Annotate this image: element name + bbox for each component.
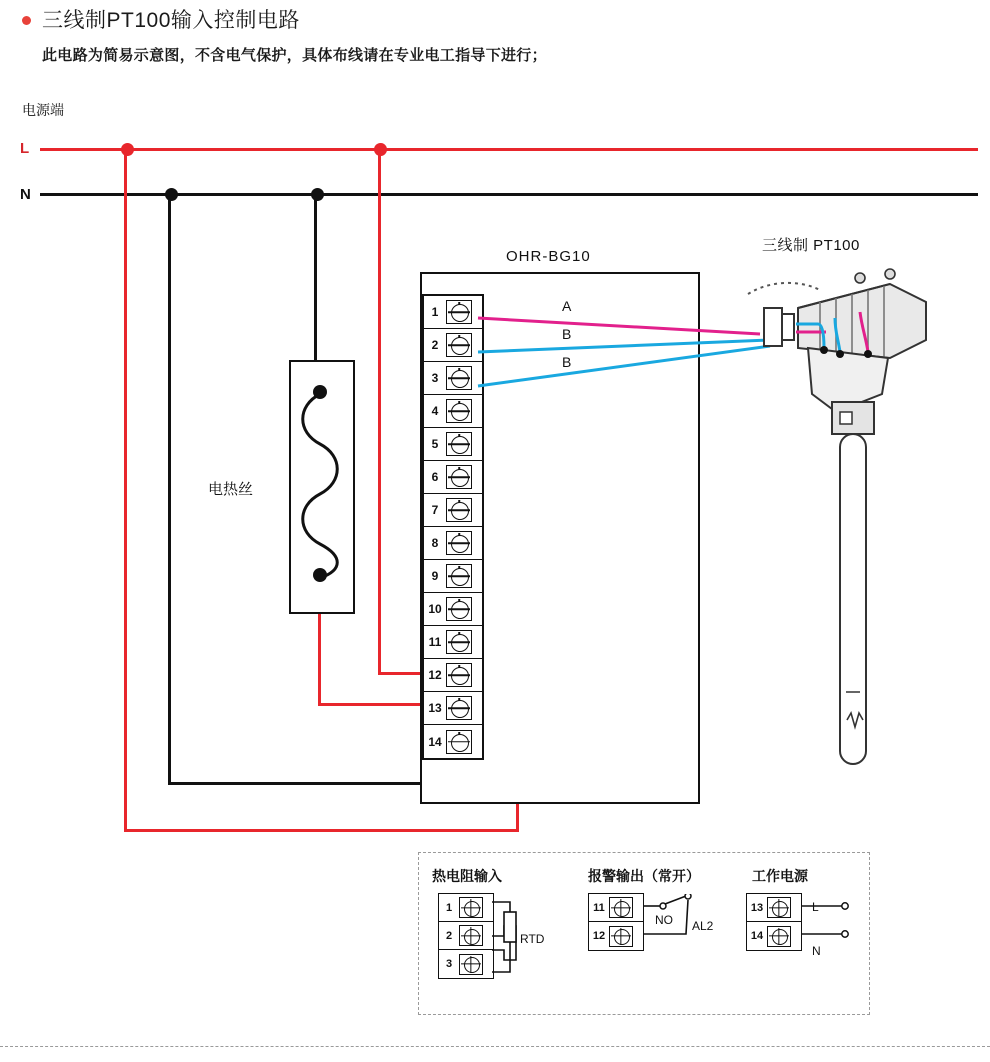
rail-live-label: L <box>20 140 30 157</box>
legend-terminal-row[interactable] <box>589 922 643 950</box>
terminal-number: 11 <box>428 635 442 649</box>
terminal-number: 12 <box>592 930 606 942</box>
legend-terminal-row[interactable] <box>439 922 493 950</box>
junction-dot-neutral-1 <box>165 188 178 201</box>
legend-strip-power <box>746 893 802 951</box>
screw-icon[interactable] <box>446 564 472 588</box>
terminal-row[interactable] <box>424 560 482 593</box>
terminal-row[interactable] <box>424 725 482 758</box>
screw-icon[interactable] <box>446 465 472 489</box>
screw-icon[interactable] <box>446 366 472 390</box>
terminal-number: 11 <box>593 901 605 914</box>
heater-terminal-bottom-dot <box>313 568 327 582</box>
terminal-row[interactable] <box>424 626 482 659</box>
legend-group-title-alarm: 报警输出（常开） <box>588 868 700 884</box>
terminal-row[interactable] <box>424 494 482 527</box>
terminal-number: 2 <box>445 929 453 942</box>
terminal-number: 13 <box>428 701 442 715</box>
legend-neutral-label: N <box>812 944 821 958</box>
screw-icon[interactable] <box>446 630 472 654</box>
terminal-row[interactable] <box>424 461 482 494</box>
terminal-number: 12 <box>428 668 442 682</box>
screw-icon[interactable] <box>446 696 472 720</box>
heater-terminal-top-dot <box>313 385 327 399</box>
terminal-number: 1 <box>431 305 439 319</box>
screw-icon[interactable] <box>446 663 472 687</box>
legend-no-label: NO <box>655 913 673 927</box>
neutral-rail-wire <box>40 193 978 196</box>
page-subtitle: 此电路为简易示意图，不含电气保护，具体布线请在专业电工指导下进行； <box>42 47 547 64</box>
screw-icon[interactable] <box>446 498 472 522</box>
screw-icon[interactable] <box>446 333 472 357</box>
screw-icon[interactable] <box>446 300 472 324</box>
terminal-number: 2 <box>431 338 439 352</box>
legend-terminal-row[interactable] <box>439 950 493 978</box>
terminal-number: 10 <box>428 602 442 616</box>
legend-group-title-power: 工作电源 <box>752 868 808 884</box>
live-branch-right-vertical <box>378 150 381 675</box>
legend-terminal-row[interactable] <box>747 922 801 950</box>
screw-icon[interactable] <box>767 897 791 918</box>
power-source-label: 电源端 <box>22 102 64 118</box>
screw-icon[interactable] <box>767 926 791 947</box>
screw-icon[interactable] <box>609 926 633 947</box>
terminal-row[interactable] <box>424 659 482 692</box>
wire-label-a: A <box>562 298 572 314</box>
terminal-number: 6 <box>431 470 439 484</box>
legend-terminal-row[interactable] <box>439 894 493 922</box>
screw-icon[interactable] <box>446 432 472 456</box>
controller-model-label: OHR-BG10 <box>506 248 591 265</box>
terminal-number: 9 <box>431 569 439 583</box>
terminal-number: 3 <box>431 371 439 385</box>
legend-terminal-row[interactable] <box>747 894 801 922</box>
terminal-row[interactable] <box>424 593 482 626</box>
live-branch-left-vertical <box>124 150 127 832</box>
sensor-label: 三线制 PT100 <box>762 237 860 254</box>
legend-terminal-row[interactable] <box>589 894 643 922</box>
wire-label-b2: B <box>562 354 572 370</box>
legend-group-title-rtd: 热电阻输入 <box>432 868 502 884</box>
rail-neutral-label: N <box>20 186 31 203</box>
screw-icon[interactable] <box>446 399 472 423</box>
legend-strip-alarm <box>588 893 644 951</box>
screw-icon[interactable] <box>446 531 472 555</box>
heater-label: 电热丝 <box>208 481 254 498</box>
legend-rtd-note: RTD <box>520 932 545 946</box>
terminal-number: 13 <box>750 901 764 914</box>
terminal-number: 4 <box>431 404 439 418</box>
terminal-number: 8 <box>431 536 439 550</box>
bullet-icon <box>22 16 31 25</box>
screw-icon[interactable] <box>459 954 483 975</box>
screw-icon[interactable] <box>609 897 633 918</box>
terminal-number: 1 <box>445 901 453 914</box>
terminal-number: 5 <box>431 437 439 451</box>
live-rail-wire <box>40 148 978 151</box>
legend-live-label: L <box>812 900 819 914</box>
page-title: 三线制PT100输入控制电路 <box>42 9 300 32</box>
terminal-number: 14 <box>428 734 442 749</box>
terminal-number: 14 <box>750 930 764 942</box>
terminal-row[interactable] <box>424 692 482 725</box>
bottom-divider <box>0 1046 990 1047</box>
screw-icon[interactable] <box>459 925 483 946</box>
terminal-number: 3 <box>445 958 453 970</box>
legend-al2-label: AL2 <box>692 919 714 933</box>
screw-icon[interactable] <box>459 897 483 918</box>
terminal-row[interactable] <box>424 527 482 560</box>
live-branch-bottom-horizontal <box>124 829 519 832</box>
terminal-number: 7 <box>431 503 439 517</box>
terminal-row[interactable] <box>424 428 482 461</box>
legend-power-leads <box>800 894 860 960</box>
wire-label-b1: B <box>562 326 572 342</box>
screw-icon[interactable] <box>446 597 472 621</box>
junction-dot-live-1 <box>121 143 134 156</box>
legend-strip-rtd <box>438 893 494 979</box>
junction-dot-neutral-2 <box>311 188 324 201</box>
pt100-sensor-icon <box>740 262 940 782</box>
neutral-branch-vertical <box>168 195 171 784</box>
screw-icon[interactable] <box>446 730 472 754</box>
